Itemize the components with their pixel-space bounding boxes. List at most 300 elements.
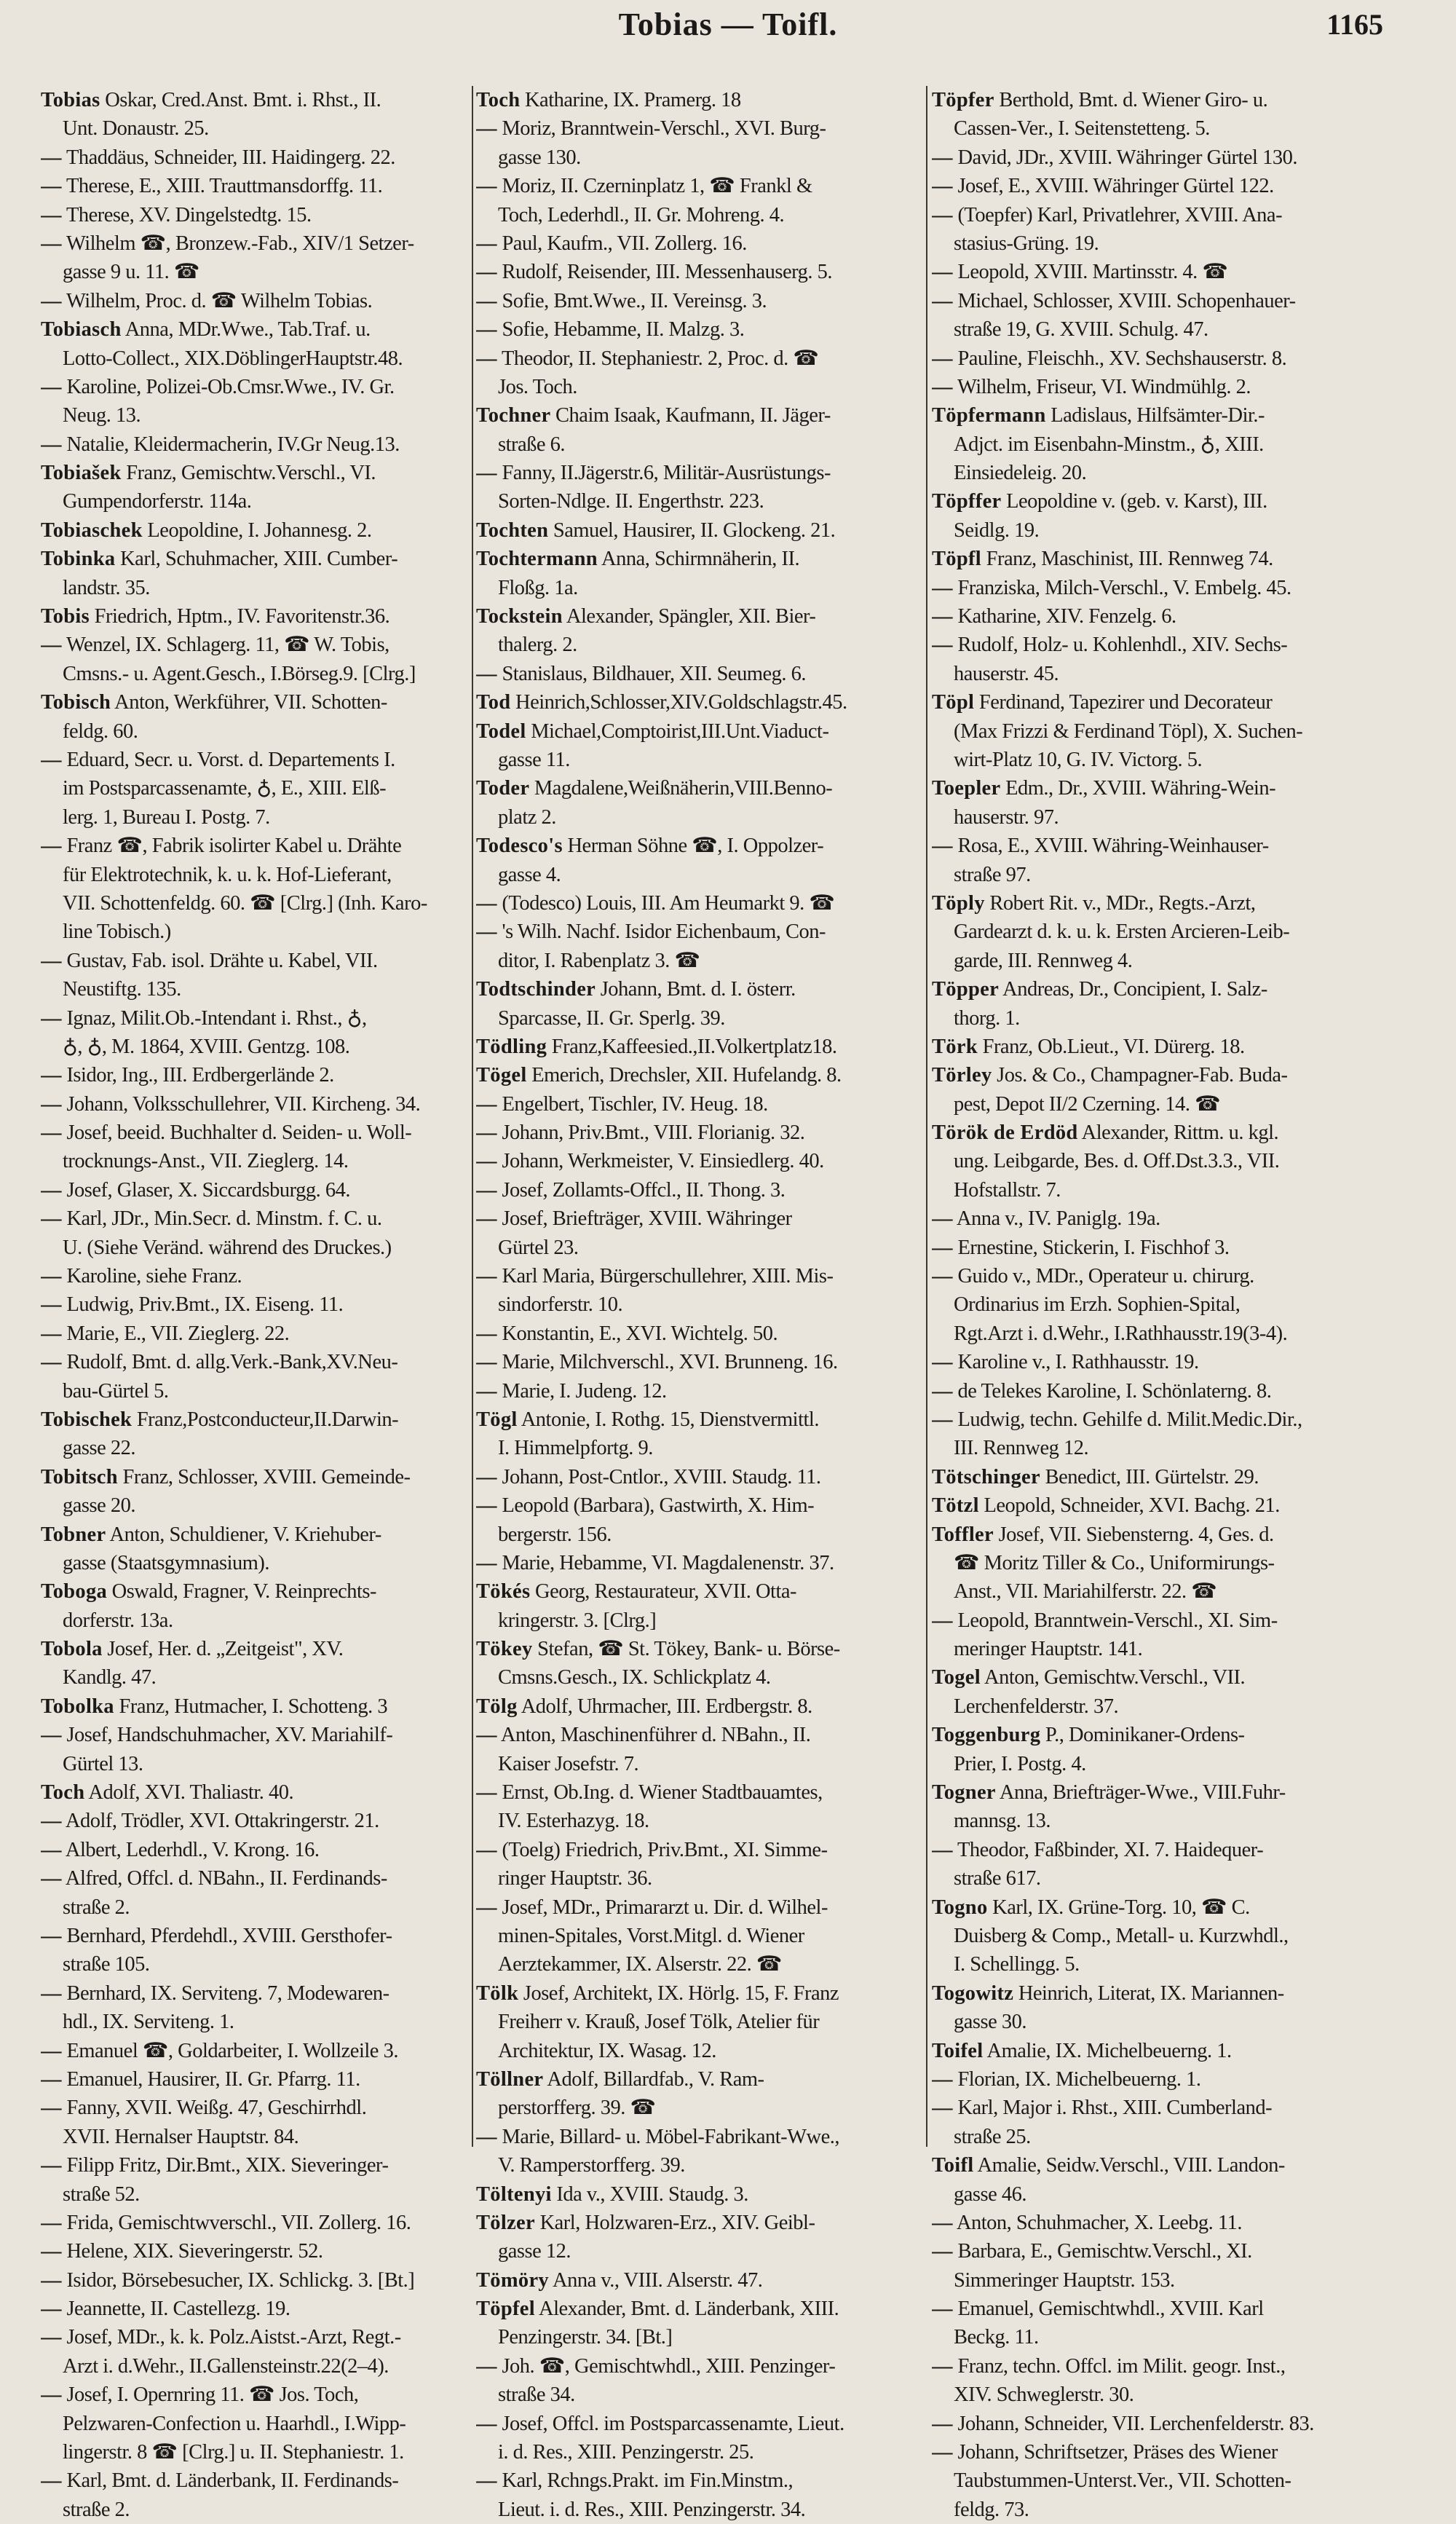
entry-surname: — bbox=[41, 289, 62, 312]
entry-text: Friedrich, Hptm., IV. Favoritenstr.36. bbox=[94, 605, 390, 628]
directory-entry bbox=[932, 1521, 1386, 1606]
entry-text: Pelzwaren-Confection u. Haarhdl., I.Wipp- bbox=[63, 2412, 406, 2435]
entry-text: perstorfferg. 39. ☎ bbox=[498, 2097, 656, 2120]
entry-first-line bbox=[476, 774, 922, 802]
directory-entry bbox=[476, 1721, 922, 1778]
entry-continuation-line bbox=[41, 774, 470, 802]
entry-text: Pauline, Fleischh., XV. Sechshauserstr. 8. bbox=[957, 347, 1287, 370]
entry-text: straße 2. bbox=[63, 2498, 130, 2521]
entry-continuation-line bbox=[476, 1234, 922, 1262]
entry-surname: Tobisch bbox=[41, 691, 111, 714]
entry-surname: Togner bbox=[932, 1781, 996, 1805]
directory-entry bbox=[41, 2151, 470, 2209]
entry-first-line bbox=[41, 2151, 470, 2180]
entry-first-line bbox=[476, 1147, 922, 1175]
entry-text: Franziska, Milch-Verschl., V. Embelg. 45. bbox=[957, 576, 1291, 599]
directory-entry bbox=[476, 258, 922, 286]
entry-text: Sofie, Hebamme, II. Malzg. 3. bbox=[502, 318, 745, 342]
entry-text: straße 34. bbox=[498, 2383, 575, 2407]
entry-continuation-line bbox=[932, 1807, 1386, 1835]
directory-entry bbox=[932, 1204, 1386, 1233]
entry-text: minen-Spitales, Vorst.Mitgl. d. Wiener bbox=[498, 1925, 804, 1947]
entry-text: Karl, Major i. Rhst., XIII. Cumberland- bbox=[957, 2097, 1273, 2120]
entry-continuation-line bbox=[476, 2151, 922, 2180]
entry-surname: — bbox=[41, 2383, 62, 2407]
entry-text: Ignaz, Milit.Ob.-Intendant i. Rhst., ♁, bbox=[66, 1006, 367, 1030]
directory-entry bbox=[932, 832, 1386, 889]
entry-text: Theodor, II. Stephaniestr. 2, Proc. d. ☎ bbox=[501, 347, 819, 370]
entry-surname: — bbox=[476, 1724, 497, 1747]
entry-surname: — bbox=[932, 576, 953, 599]
entry-text: Josef, beeid. Buchhalter d. Seiden- u. Woll- bbox=[66, 1121, 412, 1145]
page-title: Tobias — Toifl. bbox=[618, 7, 838, 42]
entry-text: III. Rennweg 12. bbox=[954, 1437, 1089, 1460]
entry-text: Prier, I. Postg. 4. bbox=[954, 1752, 1086, 1775]
entry-surname: — bbox=[41, 1322, 62, 1345]
entry-text: Therese, E., XIII. Trauttmansdorffg. 11. bbox=[66, 175, 383, 198]
directory-entry bbox=[932, 86, 1386, 143]
directory-entry bbox=[476, 2065, 922, 2123]
directory-entry bbox=[932, 1405, 1386, 1463]
entry-first-line bbox=[476, 717, 922, 746]
directory-entry bbox=[932, 975, 1386, 1033]
directory-entry bbox=[932, 344, 1386, 373]
entry-surname: — bbox=[476, 117, 497, 141]
entry-text: Karl, Bmt. d. Länderbank, II. Ferdinands- bbox=[66, 2469, 399, 2493]
entry-surname: — bbox=[41, 1810, 62, 1833]
entry-text: Anst., VII. Mariahilferstr. 22. ☎ bbox=[954, 1580, 1217, 1604]
entry-surname: — bbox=[932, 2097, 953, 2120]
entry-text: Rudolf, Holz- u. Kohlenhdl., XIV. Sechs- bbox=[957, 634, 1288, 657]
entry-first-line bbox=[476, 114, 922, 143]
directory-entry bbox=[932, 1778, 1386, 1836]
entry-first-line bbox=[476, 545, 922, 573]
directory-entry bbox=[476, 1377, 922, 1405]
entry-text: Anton, Maschinenführer d. NBahn., II. bbox=[500, 1724, 811, 1747]
entry-continuation-line bbox=[476, 2094, 922, 2122]
entry-surname: Toffler bbox=[932, 1523, 994, 1546]
entry-text: bau-Gürtel 5. bbox=[63, 1379, 169, 1403]
entry-text: Barbara, E., Gemischtw.Verschl., XI. bbox=[957, 2240, 1252, 2263]
entry-continuation-line bbox=[41, 114, 470, 143]
entry-text: Bernhard, Pferdehdl., XVIII. Gersthofer- bbox=[66, 1925, 392, 1947]
entry-surname: — bbox=[41, 748, 62, 771]
entry-surname: Tobola bbox=[41, 1638, 103, 1661]
entry-text: Anna, Briefträger-Wwe., VIII.Fuhr- bbox=[999, 1781, 1286, 1805]
entry-text: (Max Frizzi & Ferdinand Töpl), X. Suchen- bbox=[954, 719, 1303, 743]
entry-first-line bbox=[476, 1549, 922, 1577]
directory-entry bbox=[41, 1635, 470, 1692]
entry-surname: — bbox=[476, 261, 497, 284]
entry-surname: — bbox=[41, 1351, 62, 1374]
directory-entry bbox=[476, 1893, 922, 1979]
directory-entry bbox=[476, 2266, 922, 2295]
directory-entry bbox=[41, 1864, 470, 1922]
directory-entry bbox=[476, 1577, 922, 1635]
entry-surname: Tobiasch bbox=[41, 318, 122, 342]
entry-text: I. Himmelpfortg. 9. bbox=[498, 1437, 653, 1460]
entry-continuation-line bbox=[476, 861, 922, 889]
directory-entry bbox=[476, 1119, 922, 1147]
entry-continuation-line bbox=[41, 1549, 470, 1577]
entry-text: Unt. Donaustr. 25. bbox=[63, 117, 209, 141]
directory-entry bbox=[476, 1033, 922, 1061]
entry-surname: — bbox=[932, 605, 953, 628]
directory-entry bbox=[476, 1778, 922, 1836]
entry-first-line bbox=[932, 1778, 1386, 1807]
entry-first-line bbox=[476, 688, 922, 717]
entry-text: Rudolf, Bmt. d. allg.Verk.-Bank,XV.Neu- bbox=[66, 1351, 398, 1374]
entry-continuation-line bbox=[932, 918, 1386, 946]
entry-text: Amalie, Seidw.Verschl., VIII. Landon- bbox=[977, 2154, 1285, 2177]
entry-surname: — bbox=[476, 1207, 497, 1231]
entry-text: Jos. & Co., Champagner-Fab. Buda- bbox=[997, 1064, 1288, 1087]
entry-surname: — bbox=[41, 2097, 62, 2120]
entry-surname: Tölg bbox=[476, 1695, 518, 1718]
entry-first-line bbox=[41, 1577, 470, 1606]
directory-entry bbox=[932, 1463, 1386, 1491]
entry-text: Adjct. im Eisenbahn-Minstm., ♁, XIII. bbox=[954, 433, 1264, 456]
entry-first-line bbox=[41, 1721, 470, 1749]
entry-continuation-line bbox=[932, 1635, 1386, 1663]
entry-text: gasse 46. bbox=[954, 2182, 1026, 2206]
directory-entry bbox=[41, 430, 470, 459]
entry-first-line bbox=[41, 1778, 470, 1807]
entry-text: Hofstallstr. 7. bbox=[954, 1178, 1061, 1202]
entry-first-line bbox=[476, 1491, 922, 1520]
entry-text: Rosa, E., XVIII. Währing-Weinhauser- bbox=[957, 835, 1269, 858]
entry-text: Therese, XV. Dingelstedtg. 15. bbox=[66, 203, 312, 226]
directory-entry bbox=[932, 574, 1386, 602]
entry-continuation-line bbox=[932, 114, 1386, 143]
directory-entry bbox=[41, 2037, 470, 2065]
directory-entry bbox=[476, 2209, 922, 2266]
entry-text: Engelbert, Tischler, IV. Heug. 18. bbox=[502, 1092, 768, 1116]
directory-entry bbox=[476, 602, 922, 660]
entry-text: Eduard, Secr. u. Vorst. d. Departements I. bbox=[66, 748, 395, 771]
entry-first-line bbox=[932, 1463, 1386, 1491]
entry-continuation-line bbox=[41, 2008, 470, 2036]
directory-entry bbox=[476, 889, 922, 918]
entry-first-line bbox=[41, 201, 470, 229]
entry-surname: — bbox=[41, 2067, 62, 2091]
entry-continuation-line bbox=[41, 1377, 470, 1405]
entry-continuation-line bbox=[932, 717, 1386, 746]
directory-entry bbox=[41, 1807, 470, 1835]
entry-text: Stanislaus, Bildhauer, XII. Seumeg. 6. bbox=[502, 662, 807, 685]
entry-text: Katharine, XIV. Fenzelg. 6. bbox=[957, 605, 1176, 628]
entry-continuation-line bbox=[932, 430, 1386, 459]
entry-first-line bbox=[932, 2237, 1386, 2265]
entry-text: V. Ramperstorfferg. 39. bbox=[498, 2154, 685, 2177]
entry-text: Josef, MDr., Primararzt u. Dir. d. Wilhel- bbox=[502, 1896, 828, 1919]
entry-continuation-line bbox=[476, 746, 922, 774]
entry-text: Josef, Glaser, X. Siccardsburgg. 64. bbox=[66, 1178, 350, 1202]
entry-continuation-line bbox=[932, 1950, 1386, 1979]
entry-text: Marie, E., VII. Zieglerg. 22. bbox=[66, 1322, 290, 1345]
entry-text: Josef, I. Opernring 11. ☎ Jos. Toch, bbox=[66, 2383, 359, 2407]
entry-surname: — bbox=[932, 375, 953, 398]
entry-text: Marie, Billard- u. Möbel-Fabrikant-Wwe., bbox=[502, 2125, 840, 2148]
entry-first-line bbox=[476, 516, 922, 545]
entry-text: feldg. 73. bbox=[954, 2498, 1029, 2521]
entry-text: Cmsns.- u. Agent.Gesch., I.Börseg.9. [Clrg.] bbox=[63, 662, 416, 685]
entry-text: (Toelg) Friedrich, Priv.Bmt., XI. Simme- bbox=[502, 1838, 828, 1861]
directory-entry bbox=[476, 1176, 922, 1204]
entry-continuation-line bbox=[932, 1750, 1386, 1778]
entry-surname: — bbox=[476, 175, 497, 198]
entry-text: straße 25. bbox=[954, 2125, 1031, 2148]
entry-first-line bbox=[41, 1348, 470, 1376]
directory-entry bbox=[932, 1721, 1386, 1778]
entry-text: Johann, Volksschullehrer, VII. Kircheng. 34. bbox=[66, 1092, 421, 1116]
entry-text: de Telekes Karoline, I. Schönlaterng. 8. bbox=[957, 1379, 1272, 1403]
entry-text: Herman Söhne ☎, I. Oppolzer- bbox=[567, 835, 824, 858]
entry-text: straße 105. bbox=[63, 1953, 150, 1976]
entry-surname: — bbox=[41, 2211, 62, 2234]
entry-text: Karoline, siehe Franz. bbox=[66, 1265, 242, 1288]
directory-entry bbox=[41, 2065, 470, 2094]
entry-text: Anna, Schirmnäherin, II. bbox=[601, 548, 800, 571]
entry-first-line bbox=[932, 1405, 1386, 1434]
entry-text: Heinrich, Literat, IX. Mariannen- bbox=[1018, 1981, 1284, 2005]
directory-entry bbox=[41, 947, 470, 1004]
entry-text: Cassen-Ver., I. Seitenstetteng. 5. bbox=[954, 117, 1210, 141]
entry-text: Michael, Schlosser, XVIII. Schopenhauer- bbox=[957, 289, 1296, 312]
entry-surname: — bbox=[932, 289, 953, 312]
entry-first-line bbox=[41, 1004, 470, 1033]
entry-first-line bbox=[932, 287, 1386, 315]
entry-text: stasius-Grüng. 19. bbox=[954, 232, 1099, 255]
entry-text: Floßg. 1a. bbox=[498, 576, 578, 599]
directory-entry bbox=[41, 1061, 470, 1089]
entry-continuation-line bbox=[476, 2008, 922, 2036]
entry-first-line bbox=[476, 1893, 922, 1922]
entry-text: Neustiftg. 135. bbox=[63, 978, 181, 1001]
entry-surname: Tobischek bbox=[41, 1408, 132, 1431]
entry-surname: Töpfl bbox=[932, 548, 982, 571]
directory-entry bbox=[932, 1348, 1386, 1376]
entry-text: wirt-Platz 10, G. IV. Victorg. 5. bbox=[954, 748, 1203, 771]
entry-text: Johann, Post-Cntlor., XVIII. Staudg. 11. bbox=[502, 1465, 821, 1488]
entry-text: Anton, Schuldiener, V. Kriehuber- bbox=[109, 1523, 381, 1546]
entry-surname: Tötschinger bbox=[932, 1465, 1040, 1488]
directory-entry bbox=[476, 114, 922, 172]
entry-first-line bbox=[932, 602, 1386, 631]
entry-surname: — bbox=[41, 2298, 62, 2321]
entry-first-line bbox=[476, 287, 922, 315]
entry-text: hdl., IX. Serviteng. 1. bbox=[63, 2011, 234, 2034]
entry-text: gasse 20. bbox=[63, 1494, 135, 1518]
entry-text: Paul, Kaufm., VII. Zollerg. 16. bbox=[502, 232, 747, 255]
entry-surname: — bbox=[932, 2441, 953, 2464]
entry-continuation-line bbox=[41, 344, 470, 373]
entry-surname: Töltenyi bbox=[476, 2182, 552, 2206]
directory-entry bbox=[476, 2180, 922, 2209]
directory-entry bbox=[476, 1147, 922, 1175]
entry-continuation-line bbox=[41, 1434, 470, 1462]
entry-text: gasse 9 u. 11. ☎ bbox=[63, 261, 199, 284]
entry-surname: Tod bbox=[476, 691, 511, 714]
entry-text: Architektur, IX. Wasag. 12. bbox=[498, 2039, 716, 2062]
entry-continuation-line bbox=[932, 1147, 1386, 1175]
entry-first-line bbox=[476, 1348, 922, 1376]
entry-text: David, JDr., XVIII. Währinger Gürtel 130. bbox=[957, 146, 1297, 169]
directory-entry bbox=[41, 1262, 470, 1290]
entry-text: Einsiedeleig. 20. bbox=[954, 462, 1087, 485]
entry-text: (Todesco) Louis, III. Am Heumarkt 9. ☎ bbox=[502, 891, 835, 915]
directory-entry bbox=[41, 602, 470, 631]
entry-surname: — bbox=[932, 1408, 953, 1431]
directory-entry bbox=[41, 832, 470, 947]
column-divider bbox=[472, 86, 473, 2147]
directory-entry bbox=[41, 2266, 470, 2295]
entry-continuation-line bbox=[41, 717, 470, 746]
directory-entry bbox=[476, 545, 922, 602]
entry-surname: — bbox=[476, 1465, 497, 1488]
entry-text: i. d. Res., XIII. Penzingerstr. 25. bbox=[498, 2441, 754, 2464]
entry-surname: — bbox=[476, 1896, 497, 1919]
entry-text: für Elektrotechnik, k. u. k. Hof-Lieferant, bbox=[63, 863, 392, 886]
directory-entry bbox=[932, 1377, 1386, 1405]
entry-first-line bbox=[932, 1491, 1386, 1520]
directory-entry bbox=[932, 545, 1386, 573]
entry-first-line bbox=[41, 2037, 470, 2065]
directory-entry bbox=[41, 2295, 470, 2323]
entry-text: Theodor, Faßbinder, XI. 7. Haidequer- bbox=[957, 1838, 1264, 1861]
directory-entry bbox=[41, 1348, 470, 1405]
entry-surname: Tölk bbox=[476, 1981, 519, 2005]
directory-entry bbox=[476, 1061, 922, 1089]
entry-text: Karl Maria, Bürgerschullehrer, XIII. Mis- bbox=[502, 1265, 834, 1288]
entry-first-line bbox=[476, 1577, 922, 1606]
directory-entry bbox=[41, 1090, 470, 1119]
entry-text: Chaim Isaak, Kaufmann, II. Jäger- bbox=[555, 404, 831, 427]
entry-first-line bbox=[932, 2295, 1386, 2323]
entry-text: Leopold, Schneider, XVI. Bachg. 21. bbox=[984, 1494, 1280, 1518]
entry-first-line bbox=[476, 2295, 922, 2323]
entry-first-line bbox=[932, 1979, 1386, 2008]
directory-entry bbox=[932, 1663, 1386, 1721]
entry-text: Joh. ☎, Gemischtwhdl., XIII. Penzinger- bbox=[502, 2354, 836, 2378]
directory-entry bbox=[932, 2209, 1386, 2237]
entry-text: gasse 4. bbox=[498, 863, 561, 886]
entry-continuation-line bbox=[476, 1807, 922, 1835]
directory-entry bbox=[41, 1521, 470, 1578]
entry-surname: — bbox=[41, 232, 62, 255]
entry-text: dorferstr. 13a. bbox=[63, 1609, 173, 1632]
entry-text: line Tobisch.) bbox=[63, 920, 171, 944]
entry-text: Penzingerstr. 34. [Bt.] bbox=[498, 2326, 673, 2349]
entry-first-line bbox=[41, 2266, 470, 2295]
entry-text: Leopold (Barbara), Gastwirth, X. Him- bbox=[502, 1494, 815, 1518]
entry-surname: Togno bbox=[932, 1896, 988, 1919]
directory-entry bbox=[476, 2123, 922, 2180]
entry-continuation-line bbox=[41, 487, 470, 516]
entry-text: Adolf, XVI. Thaliastr. 40. bbox=[88, 1781, 294, 1805]
entry-surname: — bbox=[476, 662, 497, 685]
entry-surname: Törk bbox=[932, 1035, 978, 1058]
directory-entry bbox=[932, 172, 1386, 200]
entry-text: Georg, Restaurateur, XVII. Otta- bbox=[534, 1580, 797, 1604]
directory-entry bbox=[41, 1721, 470, 1778]
directory-entry bbox=[932, 602, 1386, 631]
entry-continuation-line bbox=[41, 975, 470, 1003]
entry-first-line bbox=[41, 545, 470, 573]
entry-text: straße 617. bbox=[954, 1867, 1041, 1890]
entry-continuation-line bbox=[932, 861, 1386, 889]
directory-entry bbox=[932, 287, 1386, 344]
entry-continuation-line bbox=[41, 918, 470, 946]
entry-text: Jos. Toch. bbox=[498, 375, 577, 398]
entry-text: Alexander, Rittm. u. kgl. bbox=[1081, 1121, 1279, 1145]
entry-first-line bbox=[932, 2065, 1386, 2094]
entry-surname: Tobinka bbox=[41, 548, 116, 571]
entry-text: Florian, IX. Michelbeuerng. 1. bbox=[957, 2067, 1201, 2091]
entry-continuation-line bbox=[476, 1521, 922, 1549]
entry-text: Karl, Schuhmacher, XIII. Cumber- bbox=[120, 548, 398, 571]
entry-continuation-line bbox=[932, 2496, 1386, 2524]
entry-surname: Todesco's bbox=[476, 835, 563, 858]
entry-first-line bbox=[932, 1061, 1386, 1089]
entry-text: Franz, Ob.Lieut., VI. Dürerg. 18. bbox=[982, 1035, 1245, 1058]
entry-text: Helene, XIX. Sieveringerstr. 52. bbox=[66, 2240, 323, 2263]
directory-entry bbox=[41, 2466, 470, 2524]
entry-text: landstr. 35. bbox=[63, 576, 150, 599]
entry-first-line bbox=[41, 430, 470, 459]
entry-surname: Togowitz bbox=[932, 1981, 1014, 2005]
entry-text: Bernhard, IX. Serviteng. 7, Modewaren- bbox=[66, 1981, 389, 2005]
entry-first-line bbox=[476, 315, 922, 344]
directory-entry bbox=[41, 1204, 470, 1262]
entry-surname: — bbox=[932, 1207, 953, 1231]
entry-text: Filipp Fritz, Dir.Bmt., XIX. Sieveringer- bbox=[66, 2154, 389, 2177]
entry-surname: — bbox=[476, 462, 497, 485]
entry-text: Thaddäus, Schneider, III. Haidingerg. 22. bbox=[66, 146, 395, 169]
entry-surname: Todel bbox=[476, 719, 526, 743]
entry-first-line bbox=[476, 2266, 922, 2295]
entry-continuation-line bbox=[932, 1090, 1386, 1119]
directory-entry bbox=[932, 201, 1386, 259]
directory-entry bbox=[476, 1348, 922, 1376]
entry-text: ♁, ♁, M. 1864, XVIII. Gentzg. 108. bbox=[63, 1035, 350, 1058]
directory-column-1 bbox=[41, 86, 470, 2521]
directory-entry bbox=[41, 373, 470, 430]
entry-text: mannsg. 13. bbox=[954, 1810, 1051, 1833]
entry-surname: Tömöry bbox=[476, 2268, 549, 2292]
entry-first-line bbox=[41, 287, 470, 315]
directory-entry bbox=[476, 401, 922, 459]
entry-first-line bbox=[41, 1922, 470, 1950]
entry-first-line bbox=[932, 832, 1386, 860]
entry-text: Josef, Her. d. „Zeitgeist", XV. bbox=[107, 1638, 344, 1661]
entry-continuation-line bbox=[41, 1033, 470, 1061]
entry-text: Lerchenfelderstr. 37. bbox=[954, 1695, 1119, 1718]
entry-surname: Toch bbox=[41, 1781, 85, 1805]
entry-surname: Tobias bbox=[41, 89, 100, 111]
entry-surname: — bbox=[932, 261, 953, 284]
entry-continuation-line bbox=[932, 2123, 1386, 2151]
directory-entry bbox=[476, 459, 922, 516]
entry-continuation-line bbox=[932, 2008, 1386, 2036]
entry-text: ung. Leibgarde, Bes. d. Off.Dst.3.3., VII. bbox=[954, 1150, 1280, 1173]
entry-surname: — bbox=[932, 146, 953, 169]
entry-surname: — bbox=[476, 2354, 497, 2378]
entry-first-line bbox=[476, 889, 922, 918]
entry-text: straße 2. bbox=[63, 1896, 130, 1919]
entry-continuation-line bbox=[41, 401, 470, 430]
entry-surname: Tödling bbox=[476, 1035, 547, 1058]
